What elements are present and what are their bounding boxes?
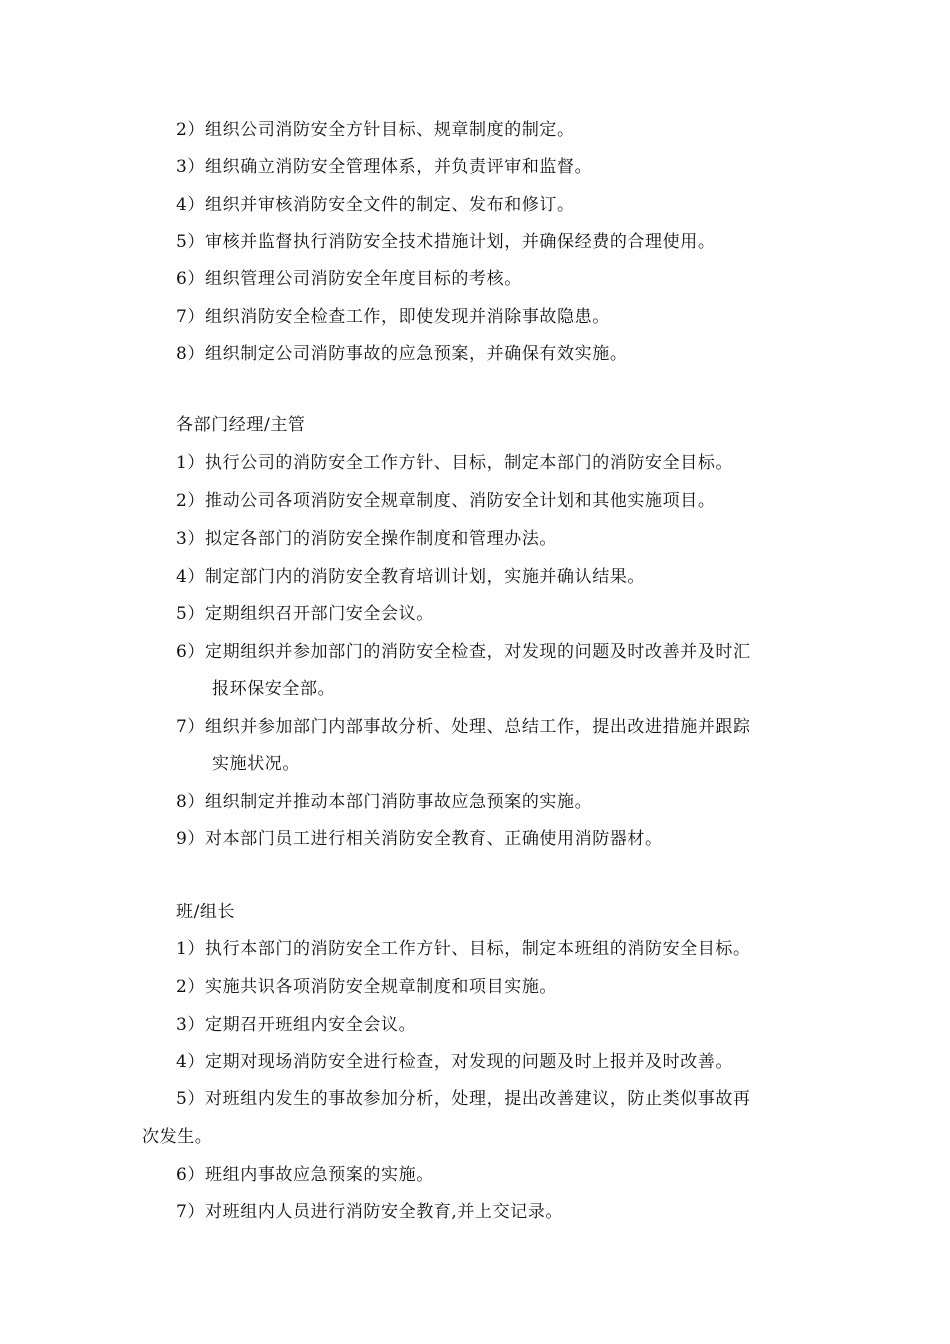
gm-item-7: 7）组织消防安全检查工作，即使发现并消除事故隐患。 [176,307,610,327]
gm-item-4: 4）组织并审核消防安全文件的制定、发布和修订。 [176,195,575,215]
leader-item-1: 1）执行本部门的消防安全工作方针、目标，制定本班组的消防安全目标。 [176,939,751,959]
gm-item-2: 2）组织公司消防安全方针目标、规章制度的制定。 [176,120,575,140]
manager-item-6-cont: 报环保安全部。 [212,679,336,699]
manager-item-7-cont: 实施状况。 [212,754,300,774]
section-heading-managers: 各部门经理/主管 [176,415,306,435]
gm-item-6: 6）组织管理公司消防安全年度目标的考核。 [176,269,522,289]
manager-item-7: 7）组织并参加部门内部事故分析、处理、总结工作，提出改进措施并跟踪 [176,717,751,737]
manager-item-6: 6）定期组织并参加部门的消防安全检查，对发现的问题及时改善并及时汇 [176,642,751,662]
leader-item-5-cont: 次发生。 [142,1127,213,1147]
gm-item-3: 3）组织确立消防安全管理体系，并负责评审和监督。 [176,157,593,177]
gm-item-8: 8）组织制定公司消防事故的应急预案，并确保有效实施。 [176,344,628,364]
manager-item-1: 1）执行公司的消防安全工作方针、目标，制定本部门的消防安全目标。 [176,453,734,473]
leader-item-6: 6）班组内事故应急预案的实施。 [176,1165,434,1185]
leader-item-4: 4）定期对现场消防安全进行检查，对发现的问题及时上报并及时改善。 [176,1052,734,1072]
manager-item-8: 8）组织制定并推动本部门消防事故应急预案的实施。 [176,792,593,812]
manager-item-5: 5）定期组织召开部门安全会议。 [176,604,434,624]
manager-item-9: 9）对本部门员工进行相关消防安全教育、正确使用消防器材。 [176,829,663,849]
section-heading-leaders: 班/组长 [176,902,236,922]
leader-item-7: 7）对班组内人员进行消防安全教育,并上交记录。 [176,1202,564,1222]
gm-item-5: 5）审核并监督执行消防安全技术措施计划，并确保经费的合理使用。 [176,232,716,252]
manager-item-2: 2）推动公司各项消防安全规章制度、消防安全计划和其他实施项目。 [176,491,716,511]
leader-item-3: 3）定期召开班组内安全会议。 [176,1015,417,1035]
leader-item-2: 2）实施共识各项消防安全规章制度和项目实施。 [176,977,558,997]
manager-item-4: 4）制定部门内的消防安全教育培训计划，实施并确认结果。 [176,567,646,587]
manager-item-3: 3）拟定各部门的消防安全操作制度和管理办法。 [176,529,558,549]
leader-item-5: 5）对班组内发生的事故参加分析，处理，提出改善建议，防止类似事故再 [176,1089,751,1109]
